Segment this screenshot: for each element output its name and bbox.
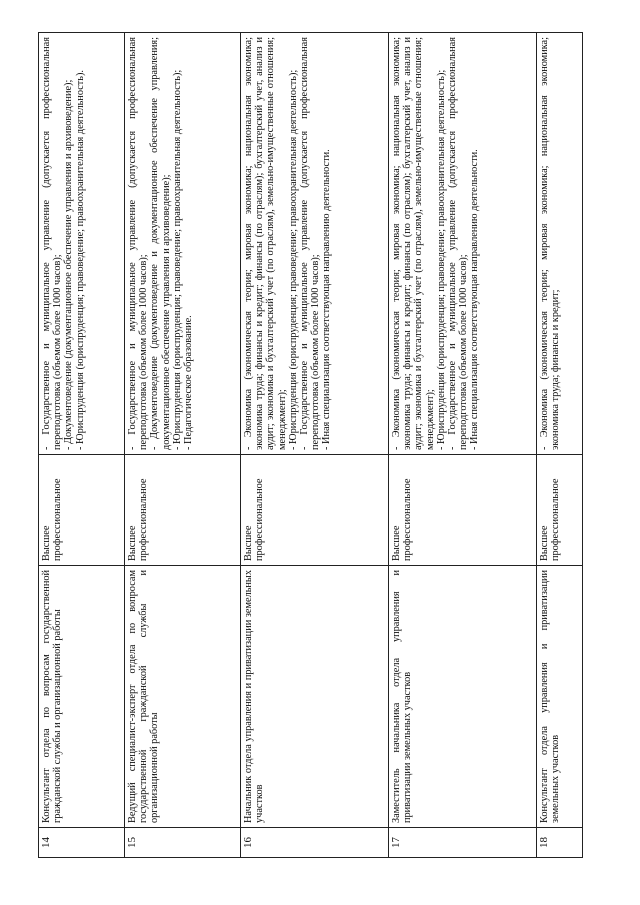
table-row [39,33,125,858]
requirement-item: - Государственное и муниципальное управление (допускается профессиональная переподготовка (объемом более 1000 часов); [447,37,470,450]
requirements-cell [537,33,583,455]
education-level: Высшее профессиональное [537,455,583,566]
table-row [389,33,537,858]
requirement-item: - Экономика (экономическая теория; мировая экономика; национальная экономика; экономика труда; финансы и кредит; финансы (по отраслям); бухгалтерский учет, анализ и аудит; экономика и бухгалтерский учет (по отраслям), земельно-имущественные отношения; менеджмент); [243,37,288,450]
requirements-cell [125,33,241,455]
requirement-item: - Педагогическое образование. [183,315,195,450]
position-title: Заместитель начальника отдела управления и приватизации земельных участков [389,566,537,828]
requirements-cell [241,33,389,455]
requirement-item: - Документоведение (документоведение и документационное обеспечение управления; документационное обеспечение управления и архивоведение); [149,37,172,450]
requirements-cell [39,33,125,455]
table-row [241,33,389,858]
education-level: Высшее профессиональное [39,455,125,566]
requirement-item: - Государственное и муниципальное управление (допускается профессиональная переподготовка (объемом более 1000 часов); [299,37,322,450]
rotated-table-container [38,33,582,858]
requirement-item: - Экономика (экономическая теория; мировая экономика; национальная экономика; экономика труда; финансы и кредит; [539,37,562,450]
position-title: Консультант отдела по вопросам государственной гражданской службы и организационной работы [39,566,125,828]
row-number: 17 [389,828,537,858]
row-number: 15 [125,828,241,858]
table-row [537,33,583,858]
requirement-item: - Юриспруденция (юриспруденция; правоведение; правоохранительная деятельность); [435,69,447,450]
row-number: 14 [39,828,125,858]
row-number: 16 [241,828,389,858]
education-level: Высшее профессиональное [389,455,537,566]
requirement-item: - Иная специализация соответствующая направлению деятельности. [469,149,481,450]
requirements-cell [389,33,537,455]
requirement-item: - Государственное и муниципальное управление (допускается профессиональная переподготовка (объемом более 1000 часов); [41,37,64,450]
requirement-item: - Документоведение (документационное обеспечение управления и архивоведение); [63,79,75,450]
position-title: Начальник отдела управления и приватизации земельных участков [241,566,389,828]
requirement-item: - Государственное и муниципальное управление (допускается профессиональная переподготовка (объемом более 1000 часов); [127,37,150,450]
requirement-item: - Юриспруденция (юриспруденция; правоведение; правоохранительная деятельность); [287,69,299,450]
requirement-item: - Юриспруденция (юриспруденция; правоведение; правоохранительная деятельность). [74,70,86,450]
requirement-item: - Иная специализация соответствующая направлению деятельности. [321,149,333,450]
row-number: 18 [537,828,583,858]
position-title: Ведущий специалист-эксперт отдела по вопросам государственной гражданской службы и организационной работы [125,566,241,828]
qualification-table [38,32,583,858]
position-title: Консультант отдела управления и приватизации земельных участков [537,566,583,828]
table-row [125,33,241,858]
requirement-item: - Экономика (экономическая теория; мировая экономика; национальная экономика; экономика труда; финансы и кредит; финансы (по отраслям); бухгалтерский учет, анализ и аудит; экономика и бухгалтерский учет (по отраслям), земельно-имущественные отношения; менеджмент); [391,37,436,450]
education-level: Высшее профессиональное [125,455,241,566]
requirement-item: - Юриспруденция (юриспруденция; правоведение; правоохранительная деятельность); [171,69,183,450]
table-body [39,33,583,858]
education-level: Высшее профессиональное [241,455,389,566]
